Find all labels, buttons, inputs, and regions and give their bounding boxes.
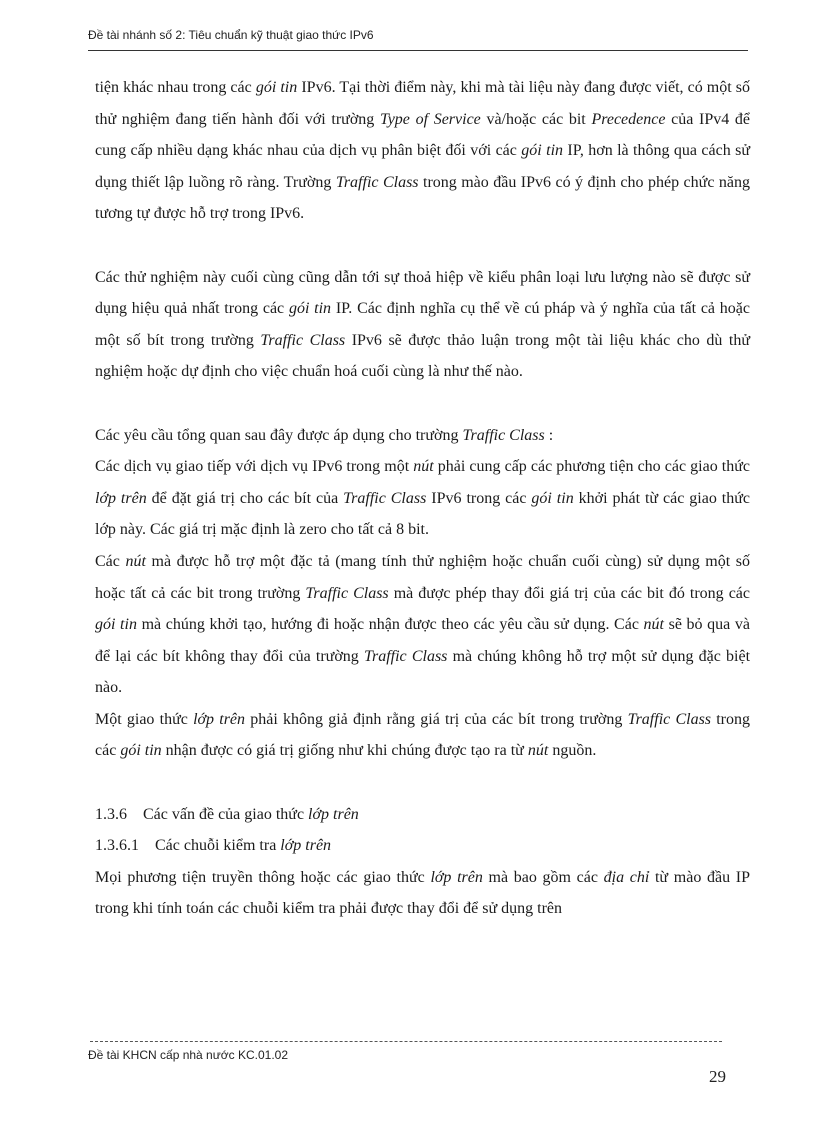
text-run: Các thử nghiệm này cuối cùng cũng dẫn tới sự thoả hiệp về kiểu phân loại lưu lượng nào sẽ được sử dụng hiệu quả nhất trong các xyxy=(95,268,750,318)
text-run: và/hoặc các bit xyxy=(480,110,592,128)
subsection-heading xyxy=(95,830,750,862)
page-footer: Đề tài KHCN cấp nhà nước KC.01.02 xyxy=(88,1048,288,1062)
text-run: của IPv4 để cung cấp nhiều dạng khác nhau của dịch vụ phân biệt đối với các xyxy=(95,110,751,160)
text-run: sẽ bỏ qua và để lại các bít không thay đổi của trường xyxy=(95,616,750,665)
subsection-number: 1.3.6.1 xyxy=(95,837,139,855)
text-run: trong mào đầu IPv6 có ý định cho phép chức năng tương tự được hỗ trợ trong IPv6. xyxy=(95,173,750,223)
italic-term: gói tin xyxy=(95,616,137,634)
italic-term: địa chỉ xyxy=(603,868,650,886)
italic-term: gói tin xyxy=(255,79,298,96)
italic-term: Precedence xyxy=(591,110,666,128)
section-title xyxy=(143,806,359,823)
text-run: Các yêu cầu tổng quan sau đây được áp dụng cho trường xyxy=(95,426,463,444)
page-number: 29 xyxy=(709,1067,726,1086)
italic-term: Traffic Class xyxy=(343,489,427,507)
italic-term: gói tin xyxy=(288,300,332,318)
text-run: nhận được có giá trị giống như khi chúng được tạo ra từ xyxy=(161,742,528,760)
text-run: IP. Các định nghĩa cụ thể về cú pháp và ý nghĩa của tất cả hoặc một số bít trong trường xyxy=(95,300,750,349)
italic-term: Traffic Class xyxy=(335,173,419,191)
italic-term: lớp trên xyxy=(95,489,147,507)
text-run: từ mào đầu IP trong khi tính toán các chuỗi kiểm tra phải được thay đổi để sử dụng trên xyxy=(95,868,750,918)
text-run: mà chúng không hỗ trợ một sử dụng đặc biệt nào. xyxy=(95,647,751,697)
italic-term: Traffic Class xyxy=(363,647,448,665)
italic-term: Type of Service xyxy=(379,110,481,128)
italic-term: gói tin xyxy=(120,742,162,760)
text-run: Các dịch vụ giao tiếp với dịch vụ IPv6 trong một xyxy=(95,458,414,476)
text-run: Các chuỗi kiểm tra xyxy=(155,837,281,855)
paragraph xyxy=(95,451,750,546)
text-run: Mọi phương tiện truyền thông hoặc các giao thức xyxy=(95,868,431,886)
text-run: phải cung cấp các phương tiện cho các giao thức xyxy=(433,458,751,476)
italic-term: nút xyxy=(643,616,664,634)
paragraph xyxy=(95,546,750,704)
italic-term: lớp trên xyxy=(193,710,246,728)
italic-term: Traffic Class xyxy=(627,710,712,728)
text-run: Các vấn đề của giao thức xyxy=(143,805,309,823)
text-run: phải không giả định rằng giá trị của các bít trong trường xyxy=(245,710,628,728)
italic-term: gói tin xyxy=(531,489,574,507)
italic-term: nút xyxy=(125,552,146,570)
text-run: mà chúng khởi tạo, hướng đi hoặc nhận được theo các yêu cầu sử dụng. Các xyxy=(136,616,644,634)
text-run: IP, hơn là thông qua cách sử dụng thiết lập luồng rõ ràng. Trường xyxy=(95,142,750,191)
text-run: mà được hỗ trợ một đặc tả (mang tính thử nghiệm hoặc chuẩn cuối cùng) sử dụng một số hoặc tất cả các bit trong trường xyxy=(95,552,750,602)
text-run: trong các xyxy=(95,710,751,760)
text-run: mà được phép thay đổi giá trị của các bit đó trong các xyxy=(388,584,751,602)
paragraph xyxy=(95,262,750,388)
italic-term: lớp trên xyxy=(430,868,483,886)
italic-term: Traffic Class xyxy=(305,584,389,602)
italic-term: nút xyxy=(527,742,549,760)
paragraph xyxy=(95,704,750,767)
text-run: mà bao gồm các xyxy=(482,868,604,886)
text-run: IPv6 trong các xyxy=(426,489,532,507)
text-run: tiện khác nhau trong các xyxy=(95,79,256,96)
body-text xyxy=(95,72,750,925)
text-run: : xyxy=(544,426,554,444)
header-divider xyxy=(88,50,748,51)
italic-term: Traffic Class xyxy=(462,426,545,444)
paragraph xyxy=(95,862,750,925)
section-heading xyxy=(95,799,750,831)
text-run: Các xyxy=(95,552,126,570)
text-run: IPv6 sẽ được thảo luận trong một tài liệu khác cho dù thử nghiệm hoặc dự định cho việc chuẩn hoá cuối cùng là như thế nào. xyxy=(95,331,751,381)
italic-term: Traffic Class xyxy=(260,331,346,349)
paragraph xyxy=(95,72,750,230)
text-run: để đặt giá trị cho các bít của xyxy=(146,489,344,507)
section-number: 1.3.6 xyxy=(95,805,127,823)
paragraph xyxy=(95,420,750,452)
italic-term: lớp trên xyxy=(280,837,332,855)
text-run: khởi phát từ các giao thức lớp này. Các giá trị mặc định là zero cho tất cả 8 bit. xyxy=(95,489,751,539)
italic-term: nút xyxy=(413,458,434,476)
text-run: Một giao thức xyxy=(95,710,194,728)
footer-divider xyxy=(90,1041,722,1042)
text-run: IPv6. Tại thời điểm này, khi mà tài liệu này đang được viết, có một số thử nghiệm đang tiến hành đối với trường xyxy=(95,79,750,128)
text-run: nguồn. xyxy=(548,742,597,760)
italic-term: lớp trên xyxy=(308,805,359,823)
italic-term: gói tin xyxy=(521,142,564,160)
subsection-title xyxy=(155,837,331,854)
page-header: Đề tài nhánh số 2: Tiêu chuẩn kỹ thuật giao thức IPv6 xyxy=(88,28,374,42)
